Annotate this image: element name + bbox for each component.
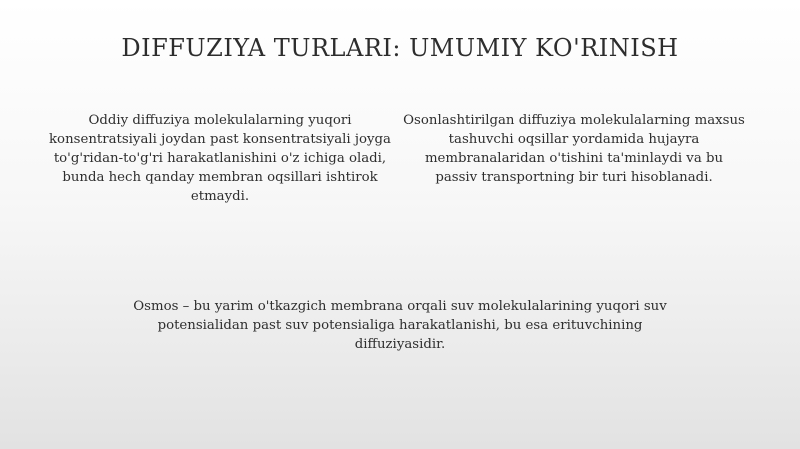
slide-title: DIFFUZIYA TURLARI: UMUMIY KO'RINISH [121, 34, 679, 62]
facilitated-diffusion-text: Osonlashtirilgan diffuziya molekulalarning maxsus tashuvchi oqsillar yordamida hujayra membranalaridan o'tishini ta'minlaydi va bu passiv transportning bir turi hisoblanadi. [403, 113, 745, 185]
osmosis-text: Osmos – bu yarim o'tkazgich membrana orqali suv molekulalarining yuqori suv potensialidan past suv potensialiga harakatlanishi, bu esa erituvchining diffuziyasidir. [133, 299, 667, 352]
simple-diffusion-text: Oddiy diffuziya molekulalarning yuqori konsentratsiyali joydan past konsentratsiyali joyga to'g'ridan-to'g'ri harakatlanishini o'z ichiga oladi, bunda hech qanday membran oqsillari ishtirok etmaydi. [49, 113, 391, 204]
